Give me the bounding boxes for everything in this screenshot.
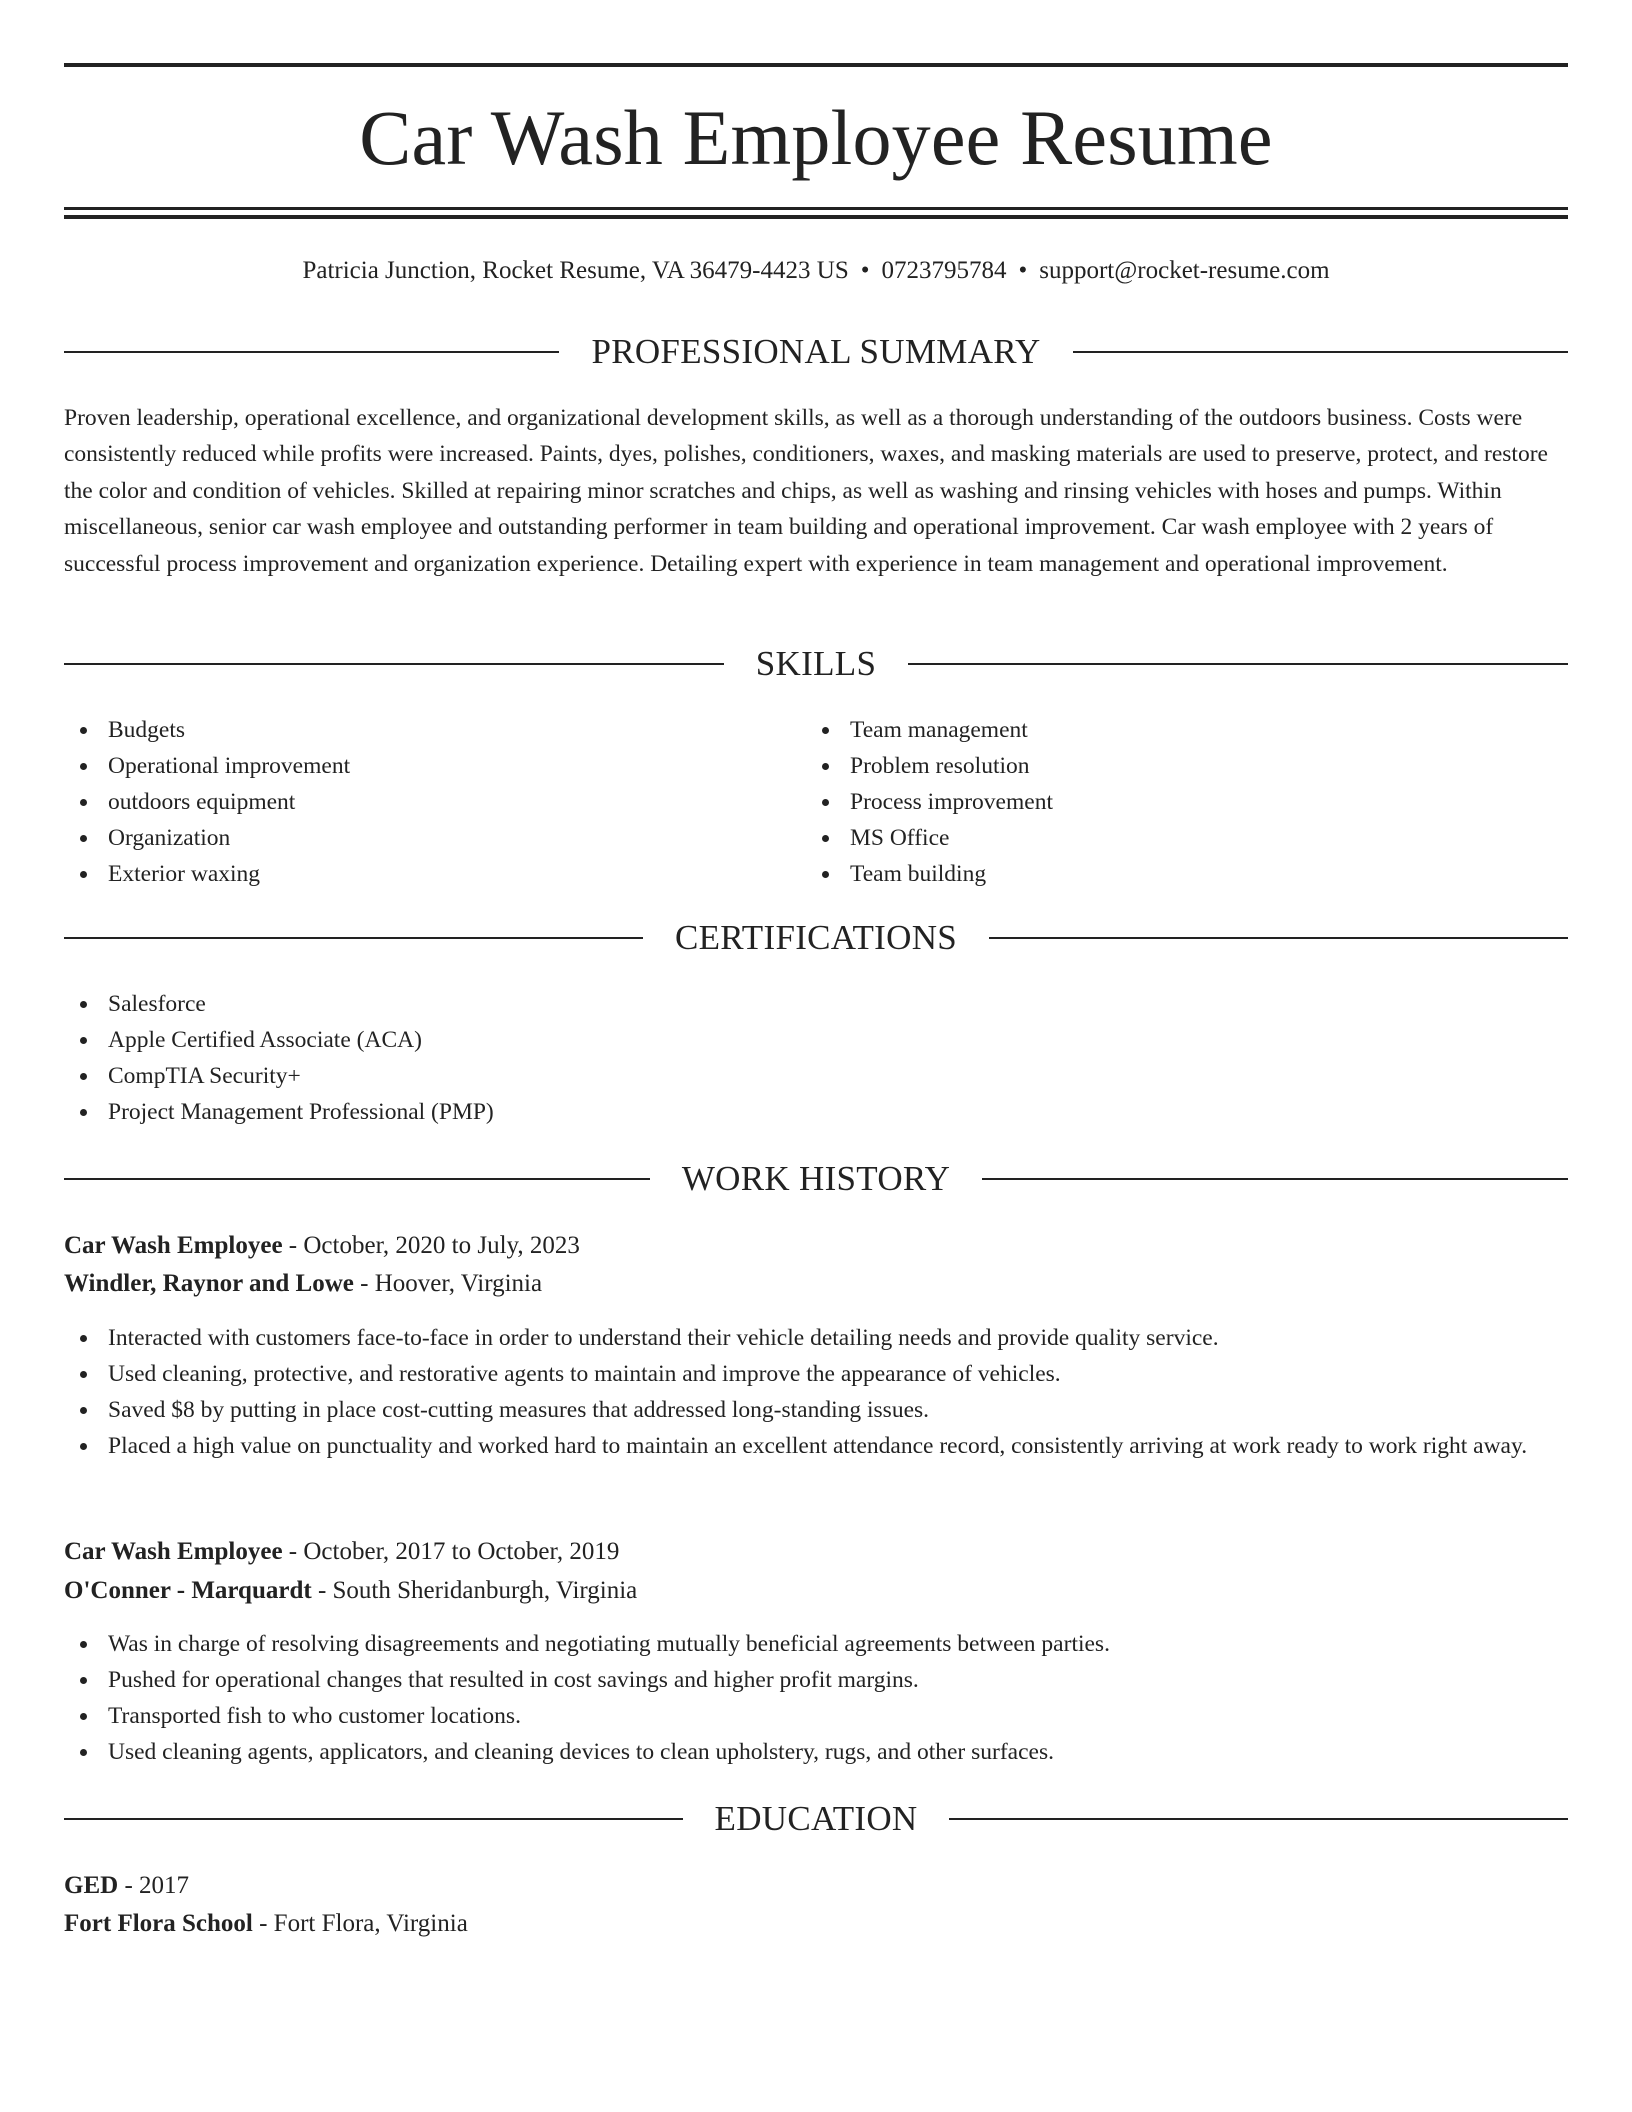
contact-separator: •: [1018, 257, 1028, 284]
divider: [64, 351, 559, 353]
contact-address: Patricia Junction, Rocket Resume, VA 36479-4423 US: [302, 257, 849, 284]
divider: [64, 1178, 650, 1180]
divider: [64, 937, 643, 939]
job-duty-item: Used cleaning agents, applicators, and cleaning devices to clean upholstery, rugs, and other surfaces.: [64, 1734, 1568, 1770]
divider: [1073, 351, 1568, 353]
skill-item: MS Office: [806, 820, 1506, 856]
education-location: - Fort Flora, Virginia: [252, 1910, 468, 1937]
skill-item: Exterior waxing: [64, 856, 764, 892]
title-rule-upper: [64, 207, 1568, 210]
job-duty-item: Interacted with customers face-to-face in order to understand their vehicle detailing needs and provide quality service.: [64, 1320, 1568, 1356]
section-header-certifications: [64, 916, 1568, 960]
divider: [982, 1178, 1568, 1180]
job-duty-item: Was in charge of resolving disagreements and negotiating mutually beneficial agreements between parties.: [64, 1626, 1568, 1662]
section-title: EDUCATION: [714, 1799, 918, 1838]
skill-item: Operational improvement: [64, 748, 764, 784]
job-dates: - October, 2020 to July, 2023: [282, 1232, 580, 1259]
job-dates: - October, 2017 to October, 2019: [282, 1538, 620, 1565]
skills-list-right: [806, 712, 1506, 892]
job-title-line: [64, 1228, 1568, 1264]
section-title: WORK HISTORY: [681, 1159, 951, 1198]
section-header-summary: [64, 330, 1568, 374]
summary-text: Proven leadership, operational excellence, and organizational development skills, as well as a thorough understanding of the outdoors business. Costs were consistently reduced while profits were increased. Paints, dyes, polishes, conditioners, waxes, and masking materials are used to preserve, protect, and restore the color and condition of vehicles. Skilled at repairing minor scratches and chips, as well as washing and rinsing vehicles with hoses and pumps. Within miscellaneous, senior car wash employee and outstanding performer in team building and operational improvement. Car wash employee with 2 years of successful process improvement and organization experience. Detailing expert with experience in team management and operational improvement.: [64, 405, 1548, 577]
education-school: Fort Flora School: [64, 1910, 253, 1937]
job-company-line: [64, 1573, 1568, 1609]
education-year: - 2017: [118, 1872, 190, 1899]
job-duty-item: Used cleaning, protective, and restorative agents to maintain and improve the appearance of vehicles.: [64, 1356, 1568, 1392]
job-title: Car Wash Employee: [64, 1538, 283, 1565]
skill-item: Problem resolution: [806, 748, 1506, 784]
job-title: Car Wash Employee: [64, 1232, 283, 1259]
contact-email: support@rocket-resume.com: [1039, 257, 1330, 284]
job-duty-item: Pushed for operational changes that resulted in cost savings and higher profit margins.: [64, 1662, 1568, 1698]
top-rule: [64, 63, 1568, 67]
divider: [949, 1818, 1568, 1820]
divider: [64, 1818, 683, 1820]
skill-item: Process improvement: [806, 784, 1506, 820]
title-rule-lower: [64, 215, 1568, 219]
section-header-skills: [64, 642, 1568, 686]
education-degree: GED: [64, 1872, 119, 1899]
job-company: Windler, Raynor and Lowe: [64, 1270, 354, 1297]
certification-item: Salesforce: [64, 986, 1568, 1022]
education-school-line: [64, 1906, 1568, 1942]
job-duty-item: Saved $8 by putting in place cost-cutting measures that addressed long-standing issues.: [64, 1392, 1568, 1428]
skill-item: Team management: [806, 712, 1506, 748]
section-title: SKILLS: [755, 644, 877, 683]
job-duties-list: [64, 1320, 1568, 1464]
job-duties-list: [64, 1626, 1568, 1770]
job-company-line: [64, 1266, 1568, 1302]
certification-item: CompTIA Security+: [64, 1058, 1568, 1094]
divider: [908, 663, 1568, 665]
skill-item: outdoors equipment: [64, 784, 764, 820]
job-duty-item: Transported fish to who customer locations.: [64, 1698, 1568, 1734]
section-title: CERTIFICATIONS: [674, 918, 958, 957]
certifications-list: [64, 986, 1568, 1130]
job-location: - South Sheridanburgh, Virginia: [311, 1577, 638, 1604]
divider: [64, 663, 724, 665]
certification-item: Project Management Professional (PMP): [64, 1094, 1568, 1130]
job-location: - Hoover, Virginia: [353, 1270, 543, 1297]
skill-item: Organization: [64, 820, 764, 856]
contact-line: [64, 253, 1568, 289]
contact-separator: •: [860, 257, 870, 284]
page-title: Car Wash Employee Resume: [359, 94, 1273, 181]
education-degree-line: [64, 1868, 1568, 1904]
section-title: PROFESSIONAL SUMMARY: [591, 332, 1041, 371]
skill-item: Budgets: [64, 712, 764, 748]
skills-list-left: [64, 712, 764, 892]
certification-item: Apple Certified Associate (ACA): [64, 1022, 1568, 1058]
divider: [989, 937, 1568, 939]
skill-item: Team building: [806, 856, 1506, 892]
contact-phone: 0723795784: [881, 257, 1007, 284]
section-header-education: [64, 1797, 1568, 1841]
job-duty-item: Placed a high value on punctuality and worked hard to maintain an excellent attendance record, consistently arriving at work ready to work right away.: [64, 1428, 1568, 1464]
job-title-line: [64, 1534, 1568, 1570]
job-company: O'Conner - Marquardt: [64, 1577, 312, 1604]
section-header-work-history: [64, 1157, 1568, 1201]
